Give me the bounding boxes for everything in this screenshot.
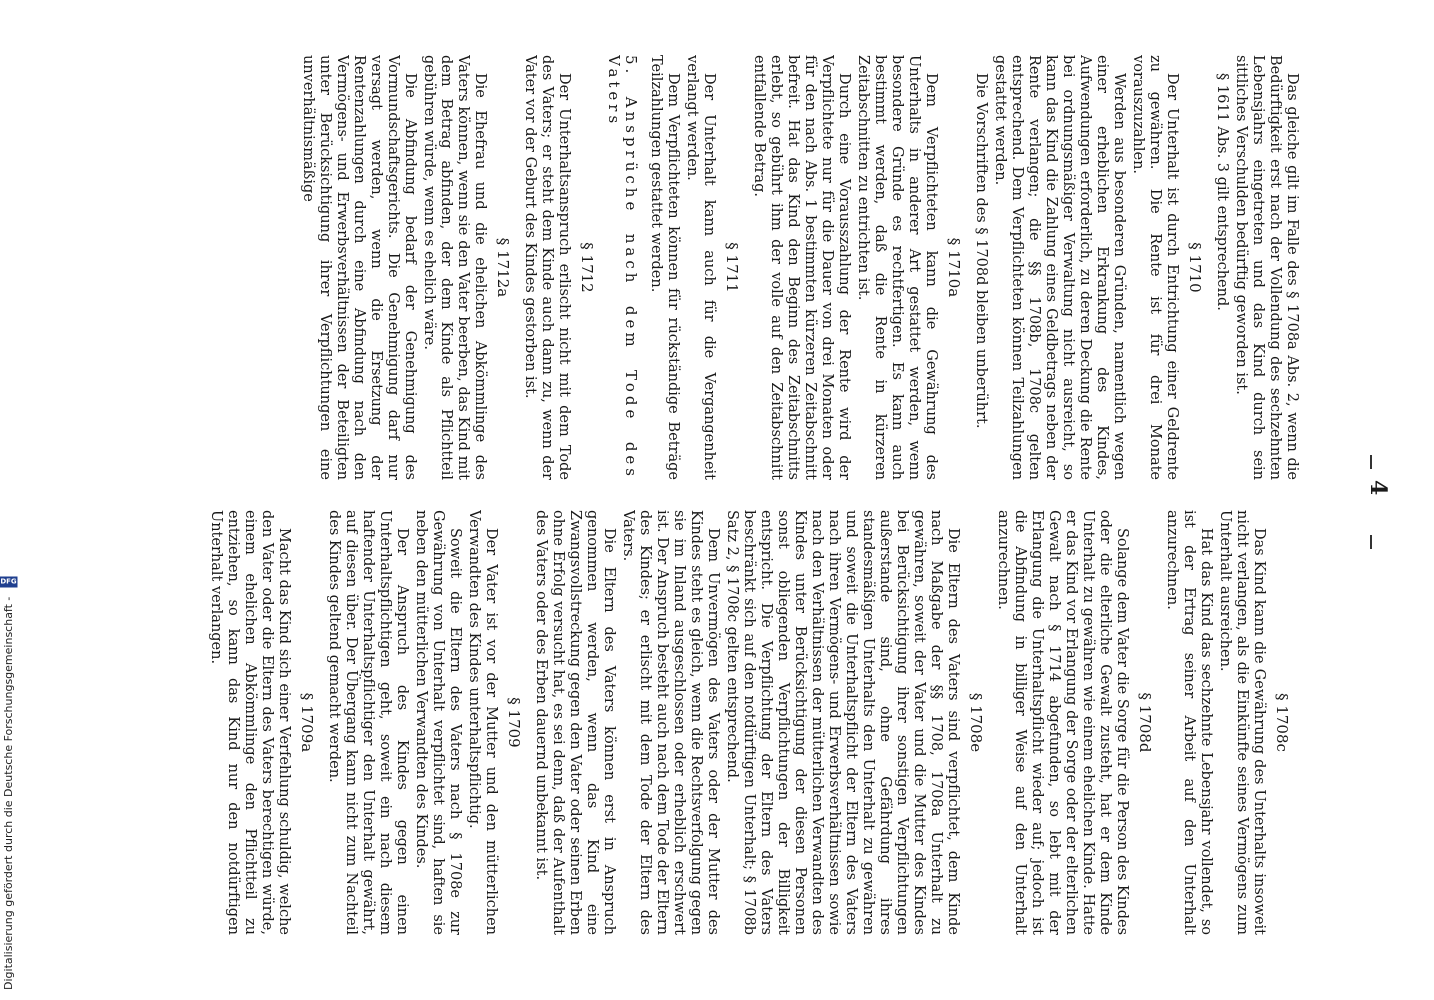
section-heading: § 1708c	[1273, 693, 1291, 752]
text-columns	[160, 55, 1300, 935]
credit-text: Digitalisierung gefördert durch die Deutsche Forschungsgemeinschaft -	[2, 596, 15, 990]
section-heading: § 1711	[723, 242, 741, 293]
paragraph: Der Unterhaltsanspruch erlischt nicht mit dem Tode des Vaters; er steht dem Kinde auch dann zu, wenn der Vater vor der Geburt des Kindes gestorben ist.	[522, 55, 572, 480]
section-heading: § 1708d	[1136, 692, 1154, 753]
section-heading: § 1709a	[298, 692, 316, 753]
paragraph: Der Vater ist vor der Mutter und den mütterlichen Verwandten des Kindes unterhaltspflichtig.	[466, 510, 499, 935]
paragraph: Dem Verpflichteten können für rückständige Beträge Teilzahlungen gestattet werden.	[648, 55, 681, 480]
page-number-dash-top	[1370, 455, 1372, 469]
page-number: 4	[1365, 480, 1391, 496]
paragraph: Das Kind kann die Gewährung des Unterhalts insoweit nicht verlangen, als die Einkünfte seines Vermögens zum Unterhalt ausreichen.	[1217, 510, 1267, 935]
section-heading: § 1712	[578, 242, 596, 293]
paragraph: Werden aus besonderen Gründen, namentlich wegen einer erheblichen Erkrankung des Kindes, Aufwendungen erforderlich, zu deren Deckung die Rente bei ordnungsmäßiger Verwaltung nicht ausreicht, so kann das Kind die Zahlung eines Geldbetrags neben der Rente verlangen; die §§ 1708b, 1708c gelten entsprechend. Dem Verpflichteten können Teilzahlungen gestattet werden.	[992, 55, 1127, 480]
text-column-right	[160, 55, 1300, 480]
paragraph: Durch eine Vorausszahlung der Rente wird der Verpflichtete nur für die Dauer von drei Monaten oder für den nach Abs. 1 bestimmten kürzeren Zeitabschnitt befreit. Hat das Kind den Beginn des Zeitabschnitts erlebt, so gebührt ihm der volle auf den Zeitabschnitt entfallende Betrag.	[751, 55, 852, 480]
rotated-scan-area	[160, 55, 1300, 935]
paragraph: Dem Unvermögen des Vaters oder der Mutter des Kindes steht es gleich, wenn die Rechtsverfolgung gegen sie im Inland ausgeschlossen oder erheblich erschwert ist. Der Anspruch besteht auch nach dem Tode der Eltern des Kindes; er erlischt mit dem Tode der Eltern des Vaters.	[620, 510, 721, 935]
section-heading: § 1712a	[494, 237, 512, 298]
paragraph: Solange dem Vater die Sorge für die Person des Kindes oder die elterliche Gewalt zusteht, hat er dem Kinde Unterhalt zu gewähren wie einem ehelichen Kinde. Hatte er das Kind vor Erlangung der Sorge oder der elterlichen Gewalt nach § 1714 abgefunden, so lebt mit der Erlangung die Unterhaltspflicht wieder auf; jedoch ist die Abfindung in billiger Weise auf den Unterhalt anzurechnen.	[995, 510, 1130, 935]
digitization-credit	[2, 573, 15, 990]
paragraph: Die Abfindung bedarf der Genehmigung des Vormundschaftsgerichts. Die Genehmigung darf nur versagt werden, wenn die Ersetzung der Rentenzahlungen durch eine Abfindung nach den Vermögens- und Erwerbsverhältnissen der Beteiligten unter Berücksichtigung ihrer Verpflichtungen eine unverhältnismäßige	[300, 55, 418, 480]
paragraph: Die Eltern des Vaters sind verpflichtet, dem Kinde nach Maßgabe der §§ 1708, 1708a Unterhalt zu gewähren, soweit der Vater und die Mutter des Kindes bei Berücksichtigung ihrer sonstigen Verpflichtungen außerstande sind, ohne Gefährdung ihres standesmäßigen Unterhalts den Unterhalt zu gewähren und soweit die Unterhaltspflicht der Eltern des Vaters nach ihren Vermögens- und Erwerbsverhältnissen sowie nach den Verhältnissen der mütterlichen Verwandten des Kindes unter Berücksichtigung der diesen Personen sonst obliegenden Verpflichtungen der Billigkeit entspricht. Die Verpflichtung der Eltern des Vaters beschränkt sich auf den notdürftigen Unterhalt; § 1708b Satz 2, § 1708c gelten entsprechend.	[724, 510, 961, 935]
paragraph: Hat das Kind das sechzehnte Lebensjahr vollendet, so ist der Ertrag seiner Arbeit auf den Unterhalt anzurechnen.	[1164, 510, 1214, 935]
paragraph: Macht das Kind sich einer Verfehlung schuldig, welche den Vater oder die Eltern des Vaters berechtigen würde, einem ehelichen Abkömmlinge den Pflichtteil zu entziehen, so kann das Kind nur den notdürftigen Unterhalt verlangen.	[208, 510, 292, 935]
section-heading: § 1708e	[967, 692, 985, 753]
page-number-dash-bottom	[1370, 535, 1372, 549]
paragraph: Die Ehefrau und die ehelichen Abkömmlinge des Vaters können, wenn sie den Vater beerben, das Kind mit dem Betrag abfinden, der dem Kinde als Pflichtteil gebühren würde, wenn es ehelich wäre.	[421, 55, 488, 480]
section-heading: § 1709	[505, 697, 523, 748]
section-heading: § 1710a	[945, 237, 963, 298]
paragraph: Der Unterhalt ist durch Entrichtung einer Geldrente zu gewähren. Die Rente ist für drei Monate vorauszuzahlen.	[1130, 55, 1180, 480]
paragraph: Der Unterhalt kann auch für die Vergangenheit verlangt werden.	[684, 55, 717, 480]
section-heading: § 1710	[1186, 242, 1204, 293]
paragraph: Soweit die Eltern des Vaters nach § 1708e zur Gewährung von Unterhalt verpflichtet sind, haften sie neben den mütterlichen Verwandten des Kindes.	[413, 510, 463, 935]
paragraph: § 1611 Abs. 3 gilt entsprechend.	[1214, 73, 1230, 311]
paragraph: Das gleiche gilt im Falle des § 1708a Abs. 2, wenn die Bedürftigkeit erst nach der Vollendung des sechzehnten Lebensjahrs eingetreten und das Kind durch sein sittliches Verschulden bedürftig geworden ist.	[1233, 55, 1300, 480]
paragraph: Dem Verpflichteten kann die Gewährung des Unterhalts in anderer Art gestattet werden, wenn besondere Gründe es rechtfertigen. Es kann auch bestimmt werden, daß die Rente in kürzeren Zeitabschnitten zu entrichten ist.	[855, 55, 939, 480]
paragraph: Die Eltern des Vaters können erst in Anspruch genommen werden, wenn das Kind eine Zwangsvollstreckung gegen den Vater oder seinen Erben ohne Erfolg versucht hat, es sei denn, daß der Aufenthalt des Vaters oder des Erben dauernd unbekannt ist.	[533, 510, 617, 935]
chapter-heading: 5. Ansprüche nach dem Tode des Vaters	[605, 55, 640, 480]
paragraph: Die Vorschriften des § 1708d bleiben unberührt.	[973, 73, 989, 429]
text-column-left	[160, 510, 1300, 935]
dfg-logo: DFG	[0, 577, 17, 586]
paragraph: Der Anspruch des Kindes gegen einen Unterhaltspflichtigen geht, soweit ein nach diesem haftender Unterhaltspflichtiger den Unterhalt gewährt, auf diesen über. Der Übergang kann nicht zum Nachteil des Kindes geltend gemacht werden.	[326, 510, 410, 935]
